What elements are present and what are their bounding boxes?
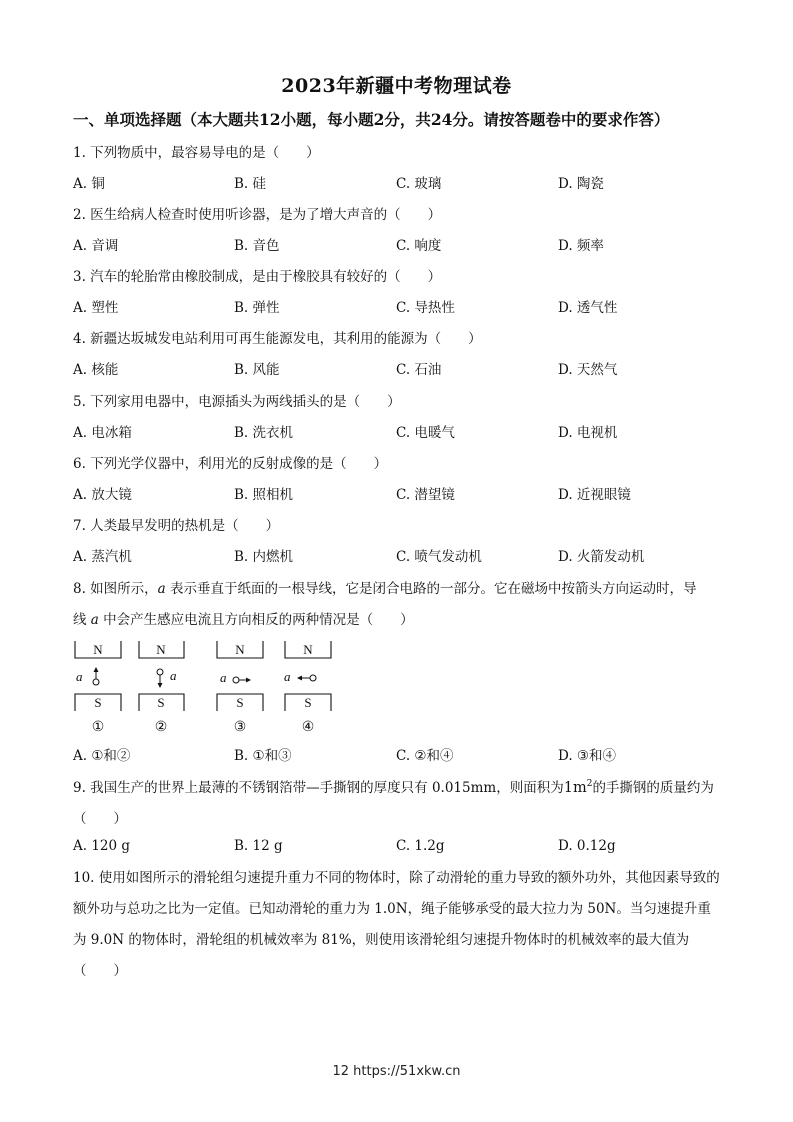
wire-circle-4	[310, 675, 316, 681]
question-4-stem: 4. 新疆达坂城发电站利用可再生能源发电，其利用的能源为（ ）	[73, 331, 482, 347]
q9-option-b: B. 12 g	[234, 838, 283, 854]
q6-option-b: B. 照相机	[234, 487, 294, 503]
question-3-stem: 3. 汽车的轮胎常由橡胶制成，是由于橡胶具有较好的（ ）	[73, 269, 442, 285]
question-8-stem-line1: 8. 如图所示，a 表示垂直于纸面的一根导线，它是闭合电路的一部分。它在磁场中按箭头方向运动时，导	[73, 581, 697, 597]
wire-symbol: a	[157, 581, 166, 597]
q3-option-c: C. 导热性	[396, 300, 455, 316]
wire-symbol: a	[90, 612, 99, 628]
wire-circle-1	[93, 679, 99, 685]
q2-option-a: A. 音调	[73, 238, 119, 254]
north-pole-label-4: N	[303, 642, 313, 657]
q2-option-b: B. 音色	[234, 238, 280, 254]
question-2-stem: 2. 医生给病人检查时使用听诊器，是为了增大声音的（ ）	[73, 207, 442, 223]
north-pole-label-1: N	[93, 642, 103, 657]
q9-option-c: C. 1.2g	[396, 838, 445, 854]
magnet-wire-figure	[68, 632, 348, 740]
q1-option-c: C. 玻璃	[396, 176, 442, 192]
wire-circle-3	[233, 677, 239, 683]
q6-option-d: D. 近视眼镜	[558, 487, 631, 503]
wire-label-1: a	[76, 669, 83, 684]
north-pole-label-2: N	[156, 642, 166, 657]
question-1-stem: 1. 下列物质中，最容易导电的是（ ）	[73, 145, 320, 161]
q5-option-a: A. 电冰箱	[73, 425, 132, 441]
q3-option-a: A. 塑性	[73, 300, 119, 316]
south-pole-label-1: S	[94, 695, 102, 710]
south-pole-label-3: S	[236, 695, 244, 710]
q7-option-b: B. 内燃机	[234, 549, 294, 565]
question-5-stem: 5. 下列家用电器中，电源插头为两线插头的是（ ）	[73, 394, 401, 410]
south-pole-label-2: S	[157, 695, 165, 710]
q4-option-b: B. 风能	[234, 362, 280, 378]
q9-option-a: A. 120 g	[73, 838, 131, 854]
question-8-stem-line2: 线 a 中会产生感应电流且方向相反的两种情况是（ ）	[73, 612, 414, 628]
q3-option-b: B. 弹性	[234, 300, 280, 316]
q7-option-d: D. 火箭发动机	[558, 549, 645, 565]
question-9-stem-line1: 9. 我国生产的世界上最薄的不锈钢箔带—手撕钢的厚度只有 0.015mm，则面积为$1m^2$的手撕钢的质量约为	[73, 779, 714, 796]
q7-option-c: C. 喷气发动机	[396, 549, 482, 565]
north-pole-label-3: N	[235, 642, 245, 657]
question-10-stem: 10. 使用如图所示的滑轮组匀速提升重力不同的物体时，除了动滑轮的重力导致的额外功外，其他因素导致的额外功与总功之比为一定值。已知动滑轮的重力为 1.0N，绳子能够承受的最大拉力为 50N。当匀速提升重为 9.0N 的物体时，滑轮组的机械效率为 81%，则使用该滑轮组匀速提升物体时的机械效率的最大值为（ ）	[73, 870, 720, 979]
wire-label-4: a	[284, 669, 291, 684]
q1-option-b: B. 硅	[234, 176, 267, 192]
q4-option-c: C. 石油	[396, 362, 442, 378]
case-label-4: ④	[301, 720, 315, 735]
wire-label-2: a	[170, 668, 177, 683]
wire-circle-2	[157, 669, 163, 675]
q1-option-d: D. 陶瓷	[558, 176, 604, 192]
exam-title: 2023年新疆中考物理试卷	[281, 75, 512, 97]
area-unit: $1m^2$	[563, 779, 593, 796]
q8-option-a: A. ①和②	[73, 748, 131, 764]
q2-option-c: C. 响度	[396, 238, 442, 254]
q4-option-a: A. 核能	[73, 362, 119, 378]
question-7-stem: 7. 人类最早发明的热机是（ ）	[73, 518, 280, 534]
q6-option-c: C. 潜望镜	[396, 487, 455, 503]
q8-option-c: C. ②和④	[396, 748, 454, 764]
q3-option-d: D. 透气性	[558, 300, 618, 316]
q9-option-d: D. 0.12g	[558, 838, 616, 854]
case-label-2: ②	[154, 720, 168, 735]
q5-option-c: C. 电暖气	[396, 425, 455, 441]
q5-option-d: D. 电视机	[558, 425, 618, 441]
section-heading: 一、单项选择题（本大题共12小题，每小题2分，共24分。请按答题卷中的要求作答）	[73, 110, 670, 129]
q1-option-a: A. 铜	[73, 176, 105, 192]
q7-option-a: A. 蒸汽机	[73, 549, 132, 565]
q4-option-d: D. 天然气	[558, 362, 618, 378]
case-label-3: ③	[233, 720, 247, 735]
south-pole-label-4: S	[304, 695, 312, 710]
q8-option-d: D. ③和④	[558, 748, 617, 764]
case-label-1: ①	[91, 720, 105, 735]
q6-option-a: A. 放大镜	[73, 487, 132, 503]
page-footer: 12 https://51xkw.cn	[332, 1064, 461, 1079]
question-6-stem: 6. 下列光学仪器中，利用光的反射成像的是（ ）	[73, 456, 388, 472]
q2-option-d: D. 频率	[558, 238, 604, 254]
q5-option-b: B. 洗衣机	[234, 425, 294, 441]
q8-option-b: B. ①和③	[234, 748, 292, 764]
question-9-stem-line2: （ ）	[73, 811, 127, 827]
wire-label-3: a	[220, 670, 227, 685]
